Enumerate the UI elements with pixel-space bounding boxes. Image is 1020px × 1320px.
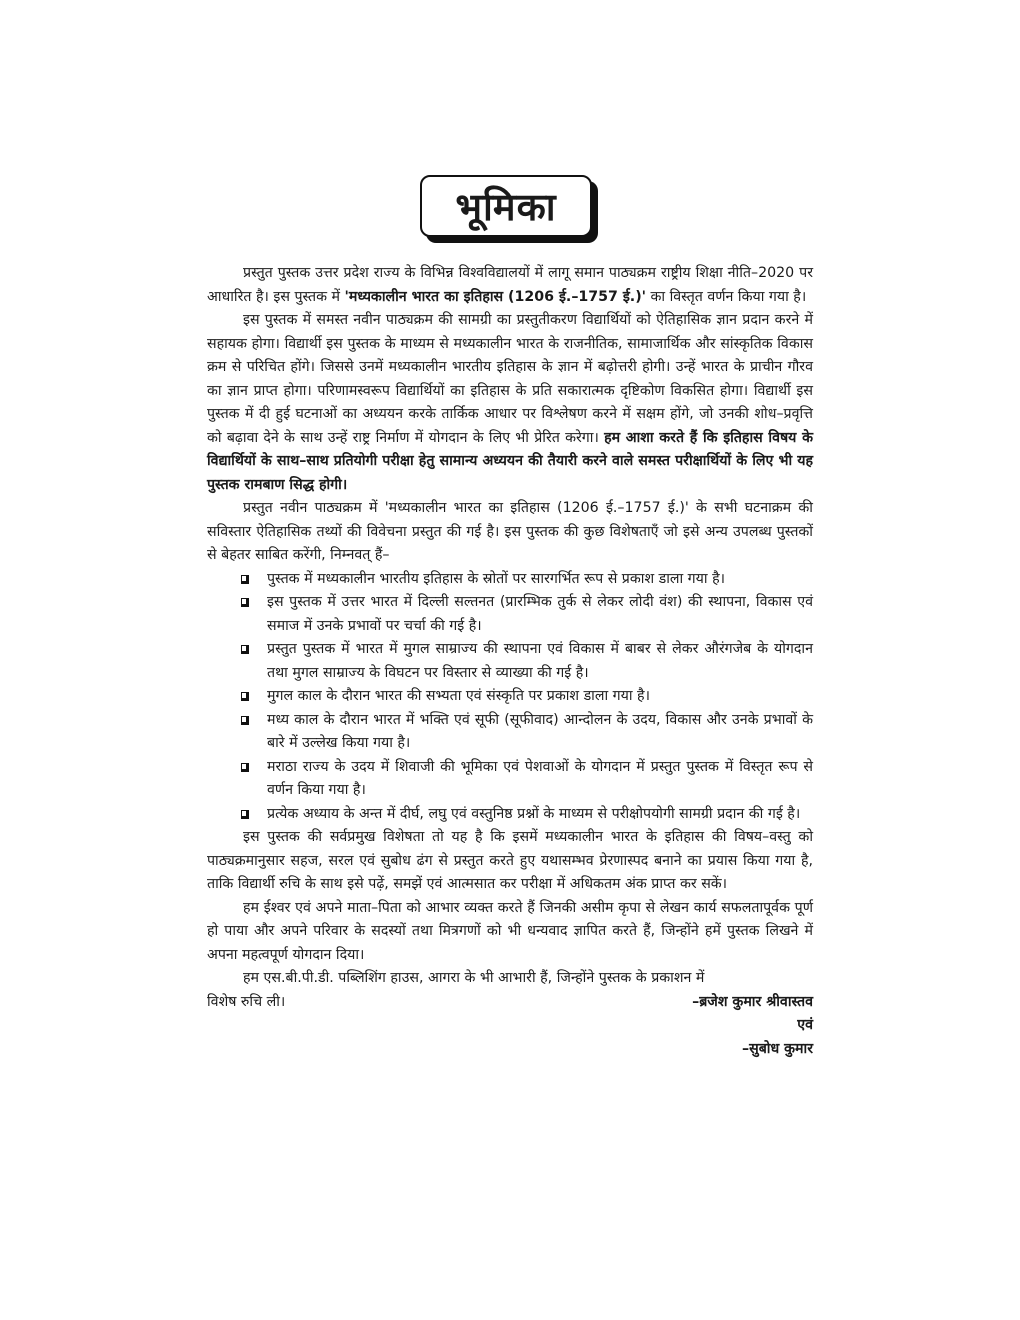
list-item-text: प्रस्तुत पुस्तक में भारत में मुगल साम्राज्य की स्थापना एवं विकास में बाबर से लेकर औरंगजेब के योगदान तथा मुगल साम्राज्य के विघटन पर विस्तार से व्याख्या की गई है। (267, 641, 813, 681)
signature-conjunction: एवं (797, 1017, 813, 1033)
checkbox-bullet-icon (241, 716, 249, 725)
features-list (207, 568, 813, 827)
checkbox-bullet-icon (241, 763, 249, 772)
closing-line (207, 991, 813, 1015)
page-title: भूमिका (455, 185, 557, 229)
list-item (207, 709, 813, 756)
paragraph-publisher-thanks: हम एस.बी.पी.डी. पब्लिशिंग हाउस, आगरा के भी आभारी हैं, जिन्होंने पुस्तक के प्रकाशन में (243, 970, 705, 986)
list-item-text: मराठा राज्य के उदय में शिवाजी की भूमिका एवं पेशवाओं के योगदान में प्रस्तुत पुस्तक में विस्तृत रूप से वर्णन किया गया है। (267, 758, 813, 798)
title-frame (420, 175, 600, 245)
paragraph-text: विशेष रुचि ली। (207, 993, 286, 1010)
list-item (207, 685, 813, 709)
title-box (420, 175, 592, 237)
paragraph-text: का विस्तृत वर्णन किया गया है। (646, 288, 807, 305)
paragraph-purpose (207, 309, 813, 497)
checkbox-bullet-icon (241, 575, 249, 584)
list-item (207, 638, 813, 685)
paragraph-intro (207, 262, 813, 309)
preface-body (207, 262, 813, 1061)
list-item (207, 803, 813, 827)
list-item (207, 756, 813, 803)
paragraph-main-feature: इस पुस्तक की सर्वप्रमुख विशेषता तो यह है कि इसमें मध्यकालीन भारत के इतिहास की विषय–वस्तु को पाठ्यक्रमानुसार सहज, सरल एवं सुबोध ढंग से प्रस्तुत करते हुए यथासम्भव प्रेरणास्पद बनाने का प्रयास किया गया है, ताकि विद्यार्थी रुचि के साथ इसे पढ़ें, समझें एवं आत्मसात कर परीक्षा में अधिकतम अंक प्राप्त कर सकें। (207, 829, 813, 892)
bold-statement: हम आशा करते हैं कि इतिहास विषय के विद्यार्थियों के साथ–साथ प्रतियोगी परीक्षा हेतु सामान्य अध्ययन की तैयारी करने वाले समस्त परीक्षार्थियों के लिए भी यह पुस्तक रामबाण सिद्ध होगी। (207, 429, 813, 493)
author-signature-1: –ब्रजेश कुमार श्रीवास्तव (692, 993, 813, 1010)
paragraph-gratitude: हम ईश्वर एवं अपने माता–पिता को आभार व्यक्त करते हैं जिनकी असीम कृपा से लेखन कार्य सफलतापूर्वक पूर्ण हो पाया और अपने परिवार के सदस्यों तथा मित्रगणों को भी धन्यवाद ज्ञापित करते हैं, जिन्होंने हमें पुस्तक लिखने में अपना महत्वपूर्ण योगदान दिया। (207, 899, 813, 963)
list-item-text: प्रत्येक अध्याय के अन्त में दीर्घ, लघु एवं वस्तुनिष्ठ प्रश्नों के माध्यम से परीक्षोपयोगी सामग्री प्रदान की गई है। (267, 805, 801, 822)
checkbox-bullet-icon (241, 692, 249, 701)
checkbox-bullet-icon (241, 645, 249, 654)
paragraph-features-intro: प्रस्तुत नवीन पाठ्यक्रम में 'मध्यकालीन भारत का इतिहास (1206 ई.–1757 ई.)' के सभी घटनाक्रम की सविस्तार ऐतिहासिक तथ्यों की विवेचना प्रस्तुत की गई है। इस पुस्तक की कुछ विशेषताएँ जो इसे अन्य उपलब्ध पुस्तकों से बेहतर साबित करेंगी, निम्नवत् हैं– (207, 500, 813, 563)
paragraph-text: प्रस्तुत पुस्तक उत्तर प्रदेश राज्य के विभिन्न विश्वविद्यालयों में लागू समान पाठ्यक्रम राष्ट्रीय शिक्षा नीति–2020 पर आधारित है। इस पुस्तक में (207, 265, 813, 305)
checkbox-bullet-icon (241, 810, 249, 819)
list-item-text: मध्य काल के दौरान भारत में भक्ति एवं सूफी (सूफीवाद) आन्दोलन के उदय, विकास और उनके प्रभावों के बारे में उल्लेख किया गया है। (267, 711, 813, 751)
book-title-emphasis: 'मध्यकालीन भारत का इतिहास (1206 ई.–1757 ई.)' (344, 288, 647, 305)
paragraph-text: इस पुस्तक में समस्त नवीन पाठ्यक्रम की सामग्री का प्रस्तुतीकरण विद्यार्थियों को ऐतिहासिक ज्ञान प्रदान करने में सहायक होगा। विद्यार्थी इस पुस्तक के माध्यम से मध्यकालीन भारत के राजनीतिक, सामाजार्थिक और सांस्कृतिक विकास क्रम से परिचित होंगे। जिससे उनमें मध्यकालीन भारतीय इतिहास के ज्ञान में बढ़ोत्तरी होगी। उन्हें भारत के प्राचीन गौरव का ज्ञान प्राप्त होगा। परिणामस्वरूप विद्यार्थियों का इतिहास के प्रति सकारात्मक दृष्टिकोण विकसित होगा। विद्यार्थी इस पुस्तक में दी हुई घटनाओं का अध्ययन करके तार्किक आधार पर विश्लेषण करने में सक्षम होंगे, जो उनकी शोध–प्रवृत्ति को बढ़ावा देने के साथ उन्हें राष्ट्र निर्माण में योगदान के लिए भी प्रेरित करेगा। (207, 312, 813, 446)
list-item (207, 591, 813, 638)
list-item-text: पुस्तक में मध्यकालीन भारतीय इतिहास के स्रोतों पर सारगर्भित रूप से प्रकाश डाला गया है। (267, 570, 725, 587)
list-item-text: इस पुस्तक में उत्तर भारत में दिल्ली सल्तनत (प्रारम्भिक तुर्क से लेकर लोदी वंश) की स्थापना, विकास एवं समाज में उनके प्रभावों पर चर्चा की गई है। (267, 594, 813, 634)
list-item (207, 568, 813, 592)
author-signature-2: –सुबोध कुमार (742, 1040, 813, 1057)
list-item-text: मुगल काल के दौरान भारत की सभ्यता एवं संस्कृति पर प्रकाश डाला गया है। (267, 688, 650, 704)
checkbox-bullet-icon (241, 598, 249, 607)
